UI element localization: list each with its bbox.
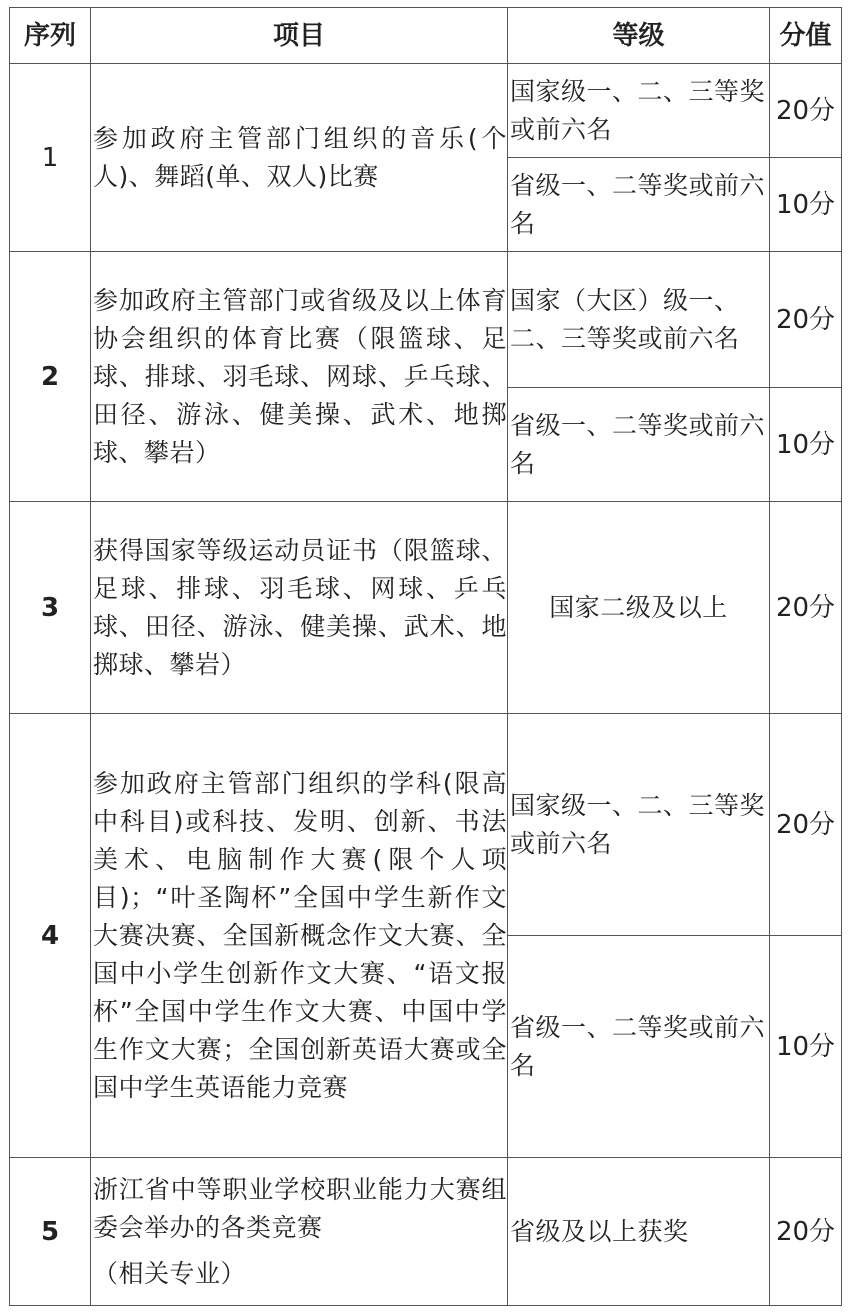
table-row (10, 1158, 842, 1306)
row-seq: 1 (10, 64, 91, 252)
row-seq: 4 (10, 714, 91, 1158)
header-grade: 等级 (508, 8, 770, 64)
row-project-text: 浙江省中等职业学校职业能力大赛组委会举办的各类竞赛 (93, 1174, 507, 1242)
scoring-table (9, 7, 842, 1306)
row-project: 参加政府主管部门组织的音乐(个人)、舞蹈(单、双人)比赛 (91, 64, 508, 252)
row-score: 10分 (770, 388, 842, 502)
row-project: 获得国家等级运动员证书（限篮球、足球、排球、羽毛球、网球、乒乓球、田径、游泳、健美操、武术、地掷球、攀岩） (91, 502, 508, 714)
row-project (91, 1158, 508, 1306)
row-grade: 省级及以上获奖 (508, 1158, 770, 1306)
header-row (10, 8, 842, 64)
row-grade: 国家二级及以上 (508, 502, 770, 714)
row-score: 10分 (770, 158, 842, 252)
row-score: 10分 (770, 936, 842, 1158)
row-grade: 国家级一、二、三等奖或前六名 (508, 714, 770, 936)
header-score: 分值 (770, 8, 842, 64)
row-score: 20分 (770, 64, 842, 158)
table-row (10, 714, 842, 936)
row-seq: 2 (10, 252, 91, 502)
row-seq: 5 (10, 1158, 91, 1306)
row-score: 20分 (770, 252, 842, 388)
row-project: 参加政府主管部门组织的学科(限高中科目)或科技、发明、创新、书法美术、电脑制作大赛(限个人项目)；“叶圣陶杯”全国中学生新作文大赛决赛、全国新概念作文大赛、全国中小学生创新作文大赛、“语文报杯”全国中学生作文大赛、中国中学生作文大赛；全国创新英语大赛或全国中学生英语能力竞赛 (91, 714, 508, 1158)
row-grade: 国家（大区）级一、二、三等奖或前六名 (508, 252, 770, 388)
header-project: 项目 (91, 8, 508, 64)
table-row (10, 64, 842, 158)
row-grade: 国家级一、二、三等奖或前六名 (508, 64, 770, 158)
row-project-note: （相关专业） (93, 1258, 247, 1288)
row-score: 20分 (770, 1158, 842, 1306)
header-seq: 序列 (10, 8, 91, 64)
row-score: 20分 (770, 714, 842, 936)
row-grade: 省级一、二等奖或前六名 (508, 158, 770, 252)
row-grade: 省级一、二等奖或前六名 (508, 936, 770, 1158)
table-row (10, 502, 842, 714)
row-project: 参加政府主管部门或省级及以上体育协会组织的体育比赛（限篮球、足球、排球、羽毛球、网球、乒乓球、田径、游泳、健美操、武术、地掷球、攀岩） (91, 252, 508, 502)
row-grade: 省级一、二等奖或前六名 (508, 388, 770, 502)
row-seq: 3 (10, 502, 91, 714)
row-score: 20分 (770, 502, 842, 714)
table-row (10, 252, 842, 388)
